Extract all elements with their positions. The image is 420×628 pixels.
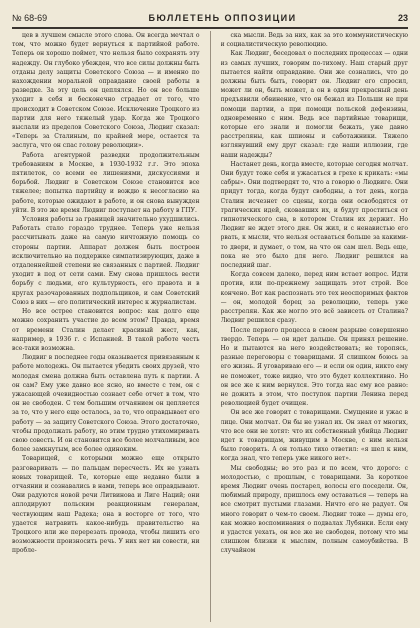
journal-title: БЮЛЛЕТЕНЬ ОППОЗИЦИИ — [148, 13, 297, 23]
paragraph: Настанет день, когда вместе, которые сегодня молчат. Они будут тоже себя и ужасаться в грехе к крикать: «мы сабры». Они подтвердят то, что а говорю о Людвиге. Они придут тогда, когда будут свободны, а тот день, когда Сталин исчезнет со сцены, когда они освободятся от трагических идей, сковавших их, и будут проститься от гипнотического сна, в котором Сталин их держит. Но Людвиг не ждет этого дня. Он жил, и с ненавистью его рвать, к мысли, что нельзя оставаться больше за какими-то двери, и думает, о том, на что он сам шел. Ведь еще, пока не это было для него. Людвиг решился на последний шаг. — [220, 160, 408, 270]
left-column — [12, 31, 200, 622]
paragraph: Мы свободны; во это раз и по всем, что дорого: с молодостью, с прошлым, с товарищами. За короткое время Людвиг очень постарел, волосы его поседели. Он, любимый природу, пришлось ему оставаться — теперь на все смотрит пустыми глазами. Ничто его не радует. Он много говорит о чем-то своем. Людвиг тоже — думы его, как можно воспоминания о подвалах Лубянки. Если ему и удастся уехать, он все же не свободен, потому что мы слишком близки к мыслям, полным самоубийства. В случайном — [220, 464, 408, 555]
paragraph: ска мысли. Ведь за них, как за это коммунистическую и социалистическую революцию. — [220, 32, 408, 49]
paragraph: Людвиг в последнее годы оказывается привязанным к работе молодежь. Он пытается убедить своих друзей, что молодая смена должна быть оставлена путь к партии. А он сам? Ему уже давно все ясно, но вместе с тем, он с ужасающей очевидностью сознает себе отчет в том, что он не свободен. С тем большим отчаянием он цепляется за то, что у него еще осталось, за то, что оправдывает его работу — за защиту Советского Союза. Этого достаточно, чтобы продолжать работу, но этим трудно утихомиривать свою совесть. И он становится все более молчаливым, все более замкнутым, все более одиноким. — [12, 354, 200, 454]
page-number: 23 — [397, 13, 408, 23]
header-rule — [12, 27, 408, 29]
right-column — [221, 31, 409, 622]
paragraph: Когда совсем далеко, перед ним встает вопрос. Идти против, или по-прежнему защищать этот строй. Все кончено. Вот как распознать это тех неоспоримых фактов — он, молодой борец за революцию, теперь уже расстрелян. Как же могло это всё зависеть от Сталина? Людвиг решился сразу. — [220, 271, 408, 325]
paragraph: цев в лучшем смысле этого слова. Он всегда мечтал о том, что можно будет вернуться к партийной работе. Теперь он хорошо поймет, что нельзя было сохранять эту надежду. Он глубоко убежден, что все силы должны быть отданы делу защиты Советского Союза — и именно по нахождении моральной оправдание своей работы в разведке. За эту цель он цеплялся. Но он все больше уходит в себя и бесконечно страдает от того, что происходит в Советском Союзе. Исключение Троцкого из партии для него тяжелый удар. Когда же Троцкого выслали из пределов Советского Союза, Людвиг сказал: «Теперь за Сталиным, по крайней мере, остается та заслуга, что он спас голову революции». — [12, 32, 200, 150]
running-header — [12, 10, 408, 26]
issue-number: № 68-69 — [12, 13, 48, 23]
column-divider — [210, 31, 211, 622]
text-columns — [12, 31, 408, 622]
paragraph: Условия работы за границей значительно ухудшились. Работать стало гораздо труднее. Теперь уже нельзя рассчитывать даже на самую ничтожную помощь со стороны партии. Аппарат должен быть построен исключительно на поддержке симпатизирующих, даже в отдаленнейшей степени не связанных с партией. Людвиг уходит в под от сети сами. Ему снова пришлось вести борьбу с людьми, его культурность, его правота и в кругах разочарованных подпольщиков, и сам Советский Союз в них — его политический интерес к журналистам. — [12, 216, 200, 306]
paragraph: Но все острее становится вопрос: как долго еще можно сохранить участие до всем этом? Правда, время от времени Сталин делает красивый жест, как, например, в 1936 г. с Испанией. В такой работе честь все-таки возможна. — [12, 308, 200, 352]
paragraph: Он все же говорит с товарищами. Смущение и ужас в лице. Они молчат. Он бы не узнал их. Он знал от многих, что все они не хотят: что их собственный убийца Людвиг идет к товарищам, живущим в Москве, с ним нельзя было говорить. А он только тихо ответил: «я шел к ним, когда знал, что теперь уже никого нет». — [220, 409, 408, 463]
paragraph: Работа агентурной разведки продолжительным требованиям в Москве, в 1930-1932 г.г. Это эпоха пятилеток, со всеми ее лишениями, дискуссиями и борьбой. Людвиг в Советском Союзе становится все тяжелее; попытка партийцу и вождю к несогласию на работе, которые ожидают в работе, и он снова вынужден уйти. В это же время Людвиг поступает на работу в ГПУ. — [12, 151, 200, 214]
paragraph: Товарищей, с которыми можно еще открыто разговаривать — по пальцам пересчесть. Их не узнать новых товарищей. Те, которые еще недавно были в отчаянии и сознавались в нами, теперь все оправдывают. Они радуются новой речи Литвинова и Лиге Наций; они аплодируют польским реакционным генералам, чествующим наш Радека; она в восторге от того, что удается натравить какое-нибудь правительство на Троцкого или же перерезать провода, чтобы лишить его возможности произносить речь. У них нет ни совести, ни пробле- — [12, 455, 200, 555]
paragraph: Как Людвиг, беседовал о последних процессах — одни из самых лучших, говорим по-тихому. Наш старый друг пытается найти оправдание. Они же сознались, что до должны быть быть, говорит он. Людвиг его спросил, может ли он, быть может, а он в один прекрасный день предъявили обвинение, что он бежал из Польши не при помощи партии, а при помощи польской дефензивы, одновременно с ним. Ведь все партийные товарищи, которые его знали и помогли бежать, уже давно расстреляны, как шпионы и саботажники. Тяжело взглянувший ему друг сказал: где наши иллюзии, где наши надежды? — [220, 50, 408, 159]
paragraph: После первого процесса в своем разрыве совершенно твердо. Теперь — он идет дальше. Он принял решение. Но и пытаются на него воздействовать; не торопясь, разные переговоры с товарищами. Я слишком боюсь за его жизнь. Я уговариваю его — и если он один, никто ему не поможет, тоже видно, что это будет коллективно. Но он все же к ним вернулся. Это тогда нас ему все равно: не дожить в этом, что поступок партии Ленина перед революцией будет очищен. — [220, 326, 408, 408]
